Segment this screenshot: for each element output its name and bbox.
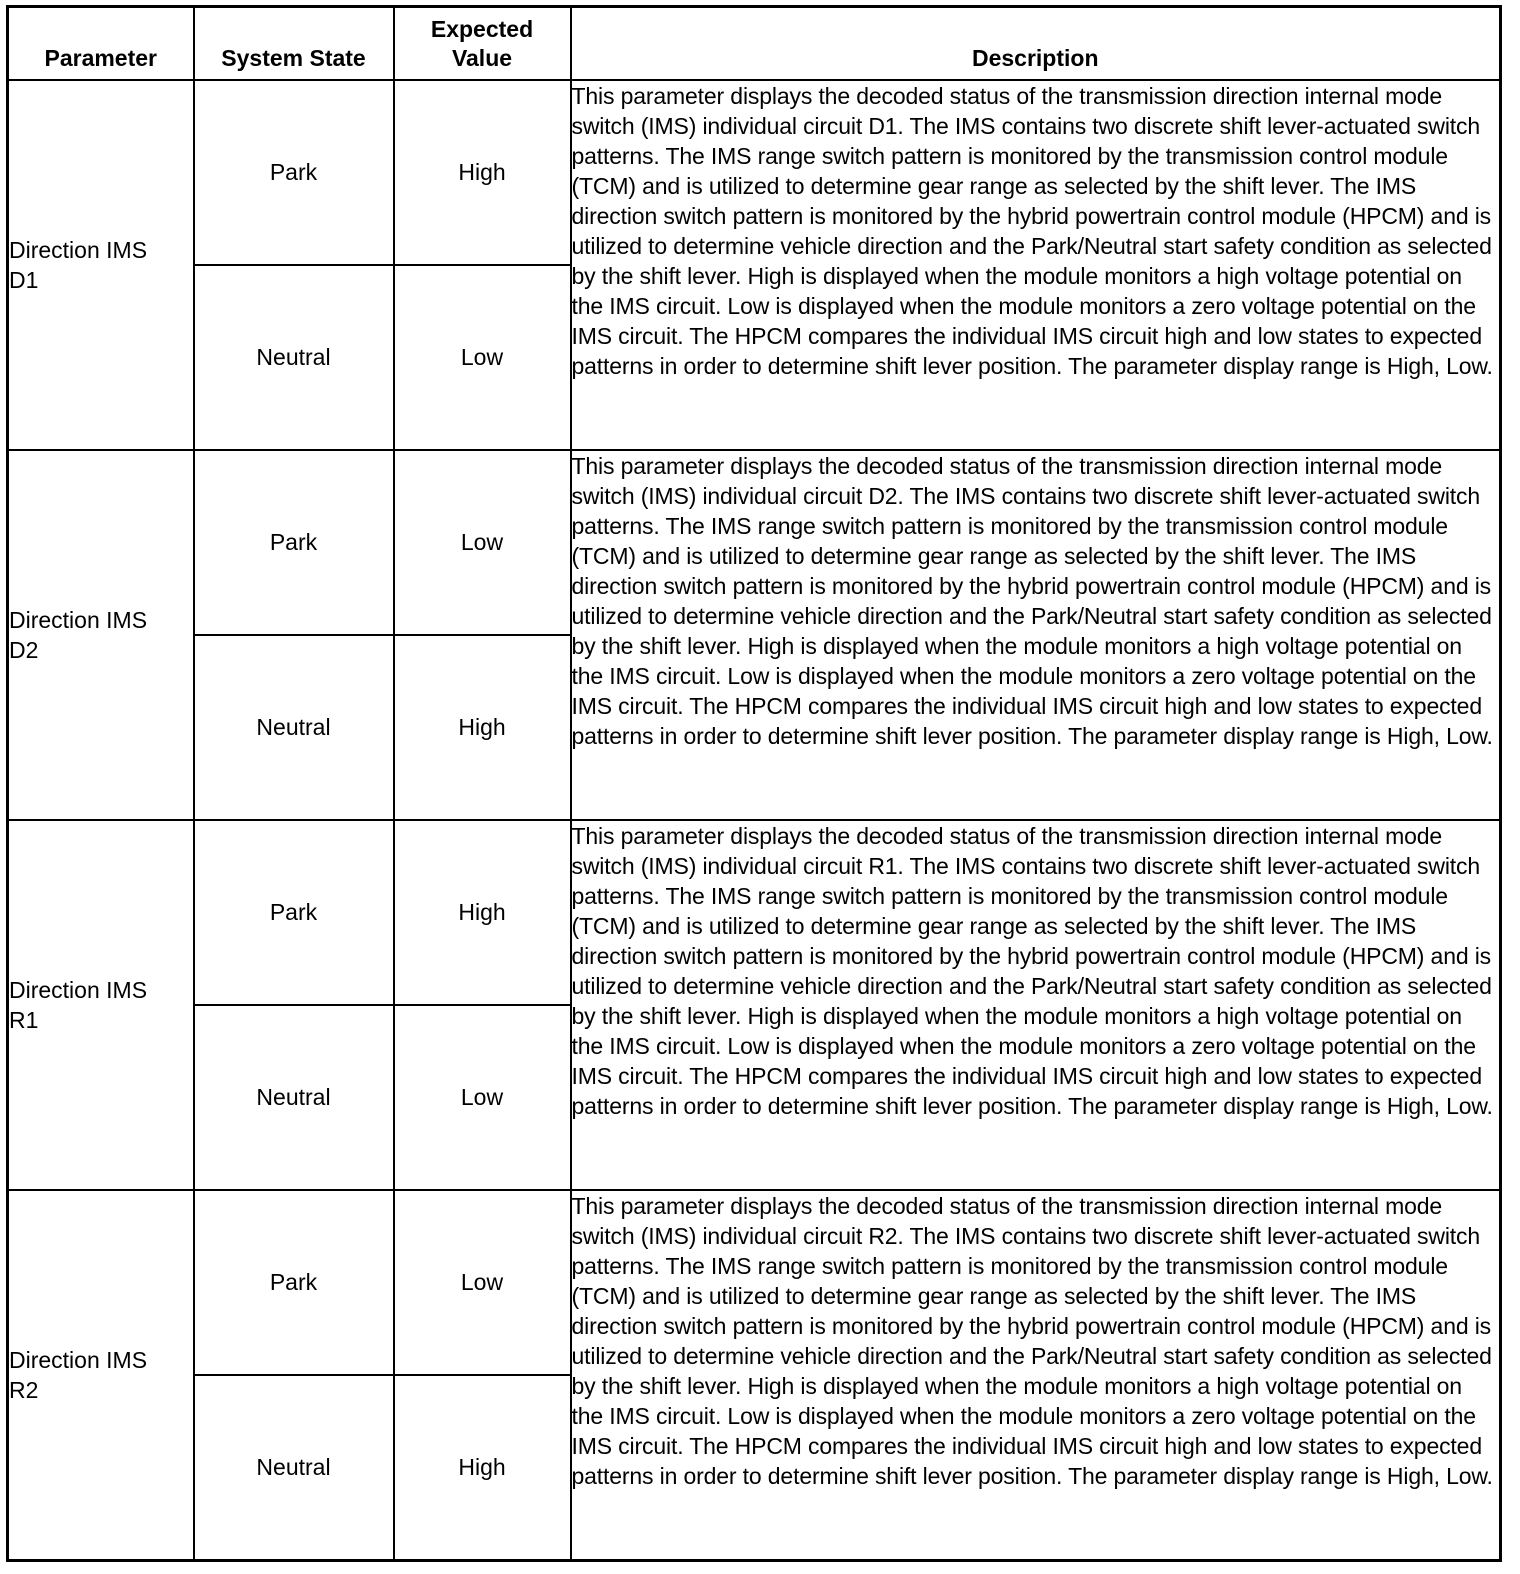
parameter-cell [8, 1190, 194, 1561]
description-cell: This parameter displays the decoded status of the transmission direction internal mode switch (IMS) individual circuit D2. The IMS contains two discrete shift lever-actuated switch patterns. The IMS range switch pattern is monitored by the transmission control module (TCM) and is utilized to determine gear range as selected by the shift lever. The IMS direction switch pattern is monitored by the hybrid powertrain control module (HPCM) and is utilized to determine vehicle direction and the Park/Neutral start safety condition as selected by the shift lever. High is displayed when the module monitors a high voltage potential on the IMS circuit. Low is displayed when the module monitors a zero voltage potential on the IMS circuit. The HPCM compares the individual IMS circuit high and low states to expected patterns in order to determine shift lever position. The parameter display range is High, Low. [571, 450, 1501, 820]
parameter-name-line2: D1 [9, 267, 39, 293]
parameter-name-line1: Direction IMS [9, 237, 148, 263]
expected-value-cell: High [394, 635, 571, 820]
parameter-cell [8, 820, 194, 1190]
header-expected-value-line1: Expected [430, 16, 534, 42]
header-description: Description [571, 7, 1501, 81]
expected-value-cell: High [394, 820, 571, 1005]
description-cell: This parameter displays the decoded status of the transmission direction internal mode switch (IMS) individual circuit D1. The IMS contains two discrete shift lever-actuated switch patterns. The IMS range switch pattern is monitored by the transmission control module (TCM) and is utilized to determine gear range as selected by the shift lever. The IMS direction switch pattern is monitored by the hybrid powertrain control module (HPCM) and is utilized to determine vehicle direction and the Park/Neutral start safety condition as selected by the shift lever. High is displayed when the module monitors a high voltage potential on the IMS circuit. Low is displayed when the module monitors a zero voltage potential on the IMS circuit. The HPCM compares the individual IMS circuit high and low states to expected patterns in order to determine shift lever position. The parameter display range is High, Low. [571, 80, 1501, 450]
parameter-name-line2: D2 [9, 637, 39, 663]
description-cell: This parameter displays the decoded status of the transmission direction internal mode switch (IMS) individual circuit R2. The IMS contains two discrete shift lever-actuated switch patterns. The IMS range switch pattern is monitored by the transmission control module (TCM) and is utilized to determine gear range as selected by the shift lever. The IMS direction switch pattern is monitored by the hybrid powertrain control module (HPCM) and is utilized to determine vehicle direction and the Park/Neutral start safety condition as selected by the shift lever. High is displayed when the module monitors a high voltage potential on the IMS circuit. Low is displayed when the module monitors a zero voltage potential on the IMS circuit. The HPCM compares the individual IMS circuit high and low states to expected patterns in order to determine shift lever position. The parameter display range is High, Low. [571, 1190, 1501, 1561]
parameter-cell [8, 450, 194, 820]
parameter-table [6, 5, 1502, 1562]
system-state-cell: Neutral [194, 265, 394, 450]
parameter-name-line2: R2 [9, 1377, 39, 1403]
parameter-name-line2: R1 [9, 1007, 39, 1033]
description-cell: This parameter displays the decoded status of the transmission direction internal mode switch (IMS) individual circuit R1. The IMS contains two discrete shift lever-actuated switch patterns. The IMS range switch pattern is monitored by the transmission control module (TCM) and is utilized to determine gear range as selected by the shift lever. The IMS direction switch pattern is monitored by the hybrid powertrain control module (HPCM) and is utilized to determine vehicle direction and the Park/Neutral start safety condition as selected by the shift lever. High is displayed when the module monitors a high voltage potential on the IMS circuit. Low is displayed when the module monitors a zero voltage potential on the IMS circuit. The HPCM compares the individual IMS circuit high and low states to expected patterns in order to determine shift lever position. The parameter display range is High, Low. [571, 820, 1501, 1190]
header-system-state: System State [194, 7, 394, 81]
table-row [8, 450, 1501, 635]
expected-value-cell: Low [394, 450, 571, 635]
header-row [8, 7, 1501, 81]
expected-value-cell: High [394, 1375, 571, 1561]
expected-value-cell: High [394, 80, 571, 265]
table-row [8, 820, 1501, 1005]
table-row [8, 1190, 1501, 1375]
parameter-name-line1: Direction IMS [9, 977, 148, 1003]
system-state-cell: Park [194, 450, 394, 635]
header-expected-value [394, 7, 571, 81]
system-state-cell: Neutral [194, 1375, 394, 1561]
parameter-name-line1: Direction IMS [9, 1347, 148, 1373]
expected-value-cell: Low [394, 265, 571, 450]
system-state-cell: Park [194, 1190, 394, 1375]
system-state-cell: Neutral [194, 1005, 394, 1190]
system-state-cell: Neutral [194, 635, 394, 820]
header-parameter: Parameter [8, 7, 194, 81]
expected-value-cell: Low [394, 1005, 571, 1190]
expected-value-cell: Low [394, 1190, 571, 1375]
header-expected-value-line2: Value [451, 45, 513, 71]
parameter-cell [8, 80, 194, 450]
table-row [8, 80, 1501, 265]
system-state-cell: Park [194, 80, 394, 265]
system-state-cell: Park [194, 820, 394, 1005]
parameter-name-line1: Direction IMS [9, 607, 148, 633]
